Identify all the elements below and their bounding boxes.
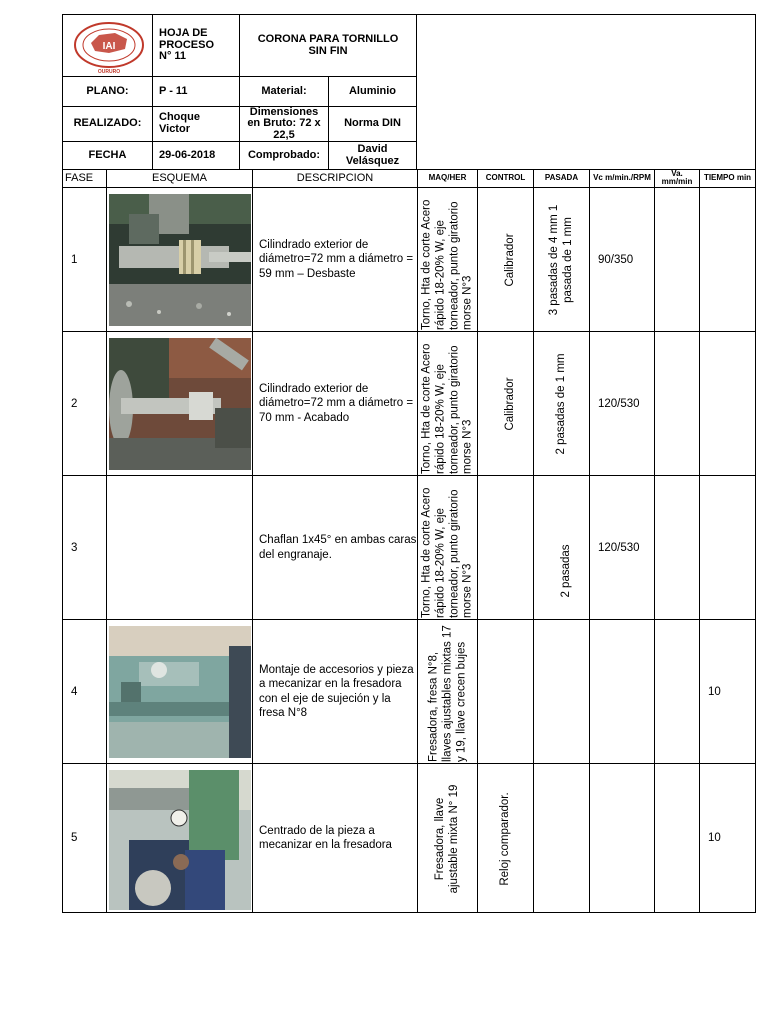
plano-label: PLANO: bbox=[62, 76, 153, 107]
milling-setup-photo bbox=[109, 626, 251, 758]
row-pasada-cell bbox=[533, 764, 590, 913]
row-control: Calibrador bbox=[504, 233, 517, 287]
col-va: Va. mm/min bbox=[654, 169, 700, 188]
row-pasada-cell bbox=[533, 188, 590, 332]
fecha-label: FECHA bbox=[62, 141, 153, 170]
comprobado-value: David Velásquez bbox=[328, 141, 417, 170]
norma-value: Norma DIN bbox=[328, 106, 417, 142]
institute-logo bbox=[69, 21, 149, 75]
lathe-roughing-photo bbox=[109, 194, 251, 326]
row-maq: Fresadora, fresa N°8, llaves ajustables mixtas 17 y 19, llave crecen bujes bbox=[426, 625, 467, 762]
col-pasada: PASADA bbox=[533, 169, 590, 188]
fecha-value: 29-06-2018 bbox=[152, 141, 240, 170]
row-maq: Torno, Hta de corte Acero rápido 18-20% W, eje torneador, punto giratorio morse N°3 bbox=[419, 199, 474, 330]
col-control: CONTROL bbox=[477, 169, 534, 188]
col-esquema: ESQUEMA bbox=[106, 169, 253, 188]
table-row bbox=[62, 620, 756, 764]
table-row bbox=[62, 188, 756, 332]
table-header-row bbox=[62, 169, 756, 188]
row-pasada: 2 pasadas de 1 mm bbox=[554, 353, 567, 455]
row-esquema bbox=[106, 332, 253, 476]
row-va bbox=[654, 476, 700, 620]
row-fase: 5 bbox=[62, 764, 107, 913]
logo-subtext: OURURO bbox=[97, 69, 121, 75]
row-maq-cell bbox=[417, 188, 478, 332]
col-vc: Vc m/min./RPM bbox=[589, 169, 655, 188]
row-fase: 3 bbox=[62, 476, 107, 620]
row-vc bbox=[589, 620, 655, 764]
row-esquema bbox=[106, 476, 253, 620]
row-fase: 4 bbox=[62, 620, 107, 764]
row-fase: 2 bbox=[62, 332, 107, 476]
header-blank-area bbox=[416, 14, 756, 170]
plano-value: P - 11 bbox=[152, 76, 240, 107]
row-maq: Fresadora, llave ajustable mixta N° 19 bbox=[433, 784, 460, 893]
dimensiones-label: Dimensiones en Bruto: 72 x 22,5 bbox=[239, 106, 329, 142]
row-maq-cell bbox=[417, 476, 478, 620]
lathe-finishing-photo bbox=[109, 338, 251, 470]
realizado-label: REALIZADO: bbox=[62, 106, 153, 142]
logo-text: IAI bbox=[102, 41, 116, 52]
row-esquema bbox=[106, 764, 253, 913]
table-row bbox=[62, 764, 756, 913]
material-label: Material: bbox=[239, 76, 329, 107]
row-control-cell bbox=[477, 332, 534, 476]
row-maq: Torno, Hta de corte Acero rápido 18-20% W, eje torneador, punto giratorio morse N°3 bbox=[419, 343, 474, 474]
row-control: Calibrador bbox=[504, 377, 517, 431]
row-tiempo: 10 bbox=[699, 764, 756, 913]
row-tiempo bbox=[699, 188, 756, 332]
row-fase: 1 bbox=[62, 188, 107, 332]
row-vc: 120/530 bbox=[589, 332, 655, 476]
row-control-cell bbox=[477, 476, 534, 620]
row-control-cell bbox=[477, 620, 534, 764]
row-descripcion: Chaflan 1x45° en ambas caras del engranaje. bbox=[252, 476, 418, 620]
row-vc bbox=[589, 764, 655, 913]
col-tiempo: TIEMPO min bbox=[699, 169, 756, 188]
part-name: CORONA PARA TORNILLO SIN FIN bbox=[239, 14, 417, 77]
row-descripcion: Cilindrado exterior de diámetro=72 mm a diámetro = 59 mm – Desbaste bbox=[252, 188, 418, 332]
row-esquema bbox=[106, 188, 253, 332]
row-va bbox=[654, 188, 700, 332]
row-maq-cell bbox=[417, 764, 478, 913]
row-pasada-cell bbox=[533, 332, 590, 476]
row-pasada-cell bbox=[533, 620, 590, 764]
row-maq-cell bbox=[417, 620, 478, 764]
milling-centering-photo bbox=[109, 770, 251, 910]
row-vc: 90/350 bbox=[589, 188, 655, 332]
table-row bbox=[62, 476, 756, 620]
row-pasada: 3 pasadas de 4 mm 1 pasada de 1 mm bbox=[547, 204, 574, 316]
row-control-cell bbox=[477, 764, 534, 913]
row-esquema bbox=[106, 620, 253, 764]
col-maq: MAQ/HER bbox=[417, 169, 478, 188]
row-descripcion: Centrado de la pieza a mecanizar en la fresadora bbox=[252, 764, 418, 913]
comprobado-label: Comprobado: bbox=[239, 141, 329, 170]
col-descripcion: DESCRIPCION bbox=[252, 169, 418, 188]
realizado-value: Choque Victor bbox=[152, 106, 240, 142]
row-va bbox=[654, 620, 700, 764]
material-value: Aluminio bbox=[328, 76, 417, 107]
row-tiempo bbox=[699, 332, 756, 476]
row-vc: 120/530 bbox=[589, 476, 655, 620]
row-tiempo bbox=[699, 476, 756, 620]
sheet-title: HOJA DE PROCESO N° 11 bbox=[152, 14, 240, 77]
row-control-cell bbox=[477, 188, 534, 332]
row-maq: Torno, Hta de corte Acero rápido 18-20% W, eje torneador, punto giratorio morse N°3 bbox=[419, 487, 474, 618]
row-pasada: 2 pasadas bbox=[560, 544, 573, 598]
row-pasada-cell bbox=[533, 476, 590, 620]
row-descripcion: Montaje de accesorios y pieza a mecanizar en la fresadora con el eje de sujeción y la fresa N°8 bbox=[252, 620, 418, 764]
row-maq-cell bbox=[417, 332, 478, 476]
logo-cell bbox=[62, 14, 153, 77]
row-descripcion: Cilindrado exterior de diámetro=72 mm a diámetro = 70 mm - Acabado bbox=[252, 332, 418, 476]
row-tiempo: 10 bbox=[699, 620, 756, 764]
table-row bbox=[62, 332, 756, 476]
process-sheet-header bbox=[62, 14, 756, 169]
row-va bbox=[654, 332, 700, 476]
col-fase: FASE bbox=[62, 169, 107, 188]
row-control: Reloj comparador. bbox=[498, 791, 511, 886]
row-va bbox=[654, 764, 700, 913]
